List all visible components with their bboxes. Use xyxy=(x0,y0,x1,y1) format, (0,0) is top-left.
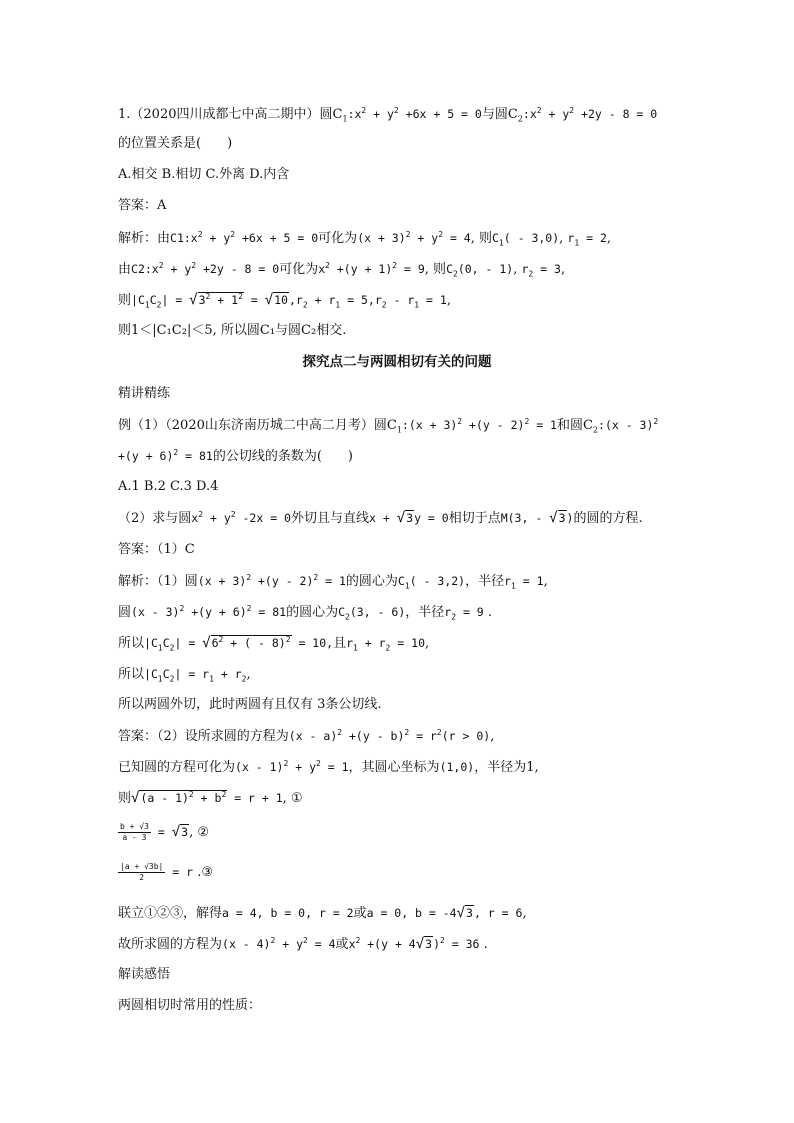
question-1-answer: 答案：A xyxy=(118,198,167,213)
example-part-2: （2）求与圆$x^2 + y^2$ -2x = 0外切且与直线x + √3y = 0相切于点M(3, - √3)的圆的方程. xyxy=(118,510,643,526)
analysis-2-line-5: 所以两圆外切，此时两圆有且仅有 3条公切线. xyxy=(118,697,382,712)
example-line-2: $+(y + 6)^2 = 81$的公切线的条数为( ) xyxy=(118,448,353,464)
answer-2-eq-2: $\frac{b + √3}{a - 3}$ = √3, ② xyxy=(120,822,209,842)
answer-2-line-1: 答案：（2）设所求圆的方程为$(x - a)^2 +(y - b)^2 = r^2(r > 0)$, xyxy=(118,728,495,744)
example-options: A.1 B.2 C.3 D.4 xyxy=(118,479,219,494)
analysis-line-2: 由$C2:x^2 + y^2 +2y - 8 = 0$可化为$x^2 +(y + 1)^2 = 9$, 则$C_2(0$, - 1), $r_2 = 3$, xyxy=(118,261,566,279)
answer-2-line-2: 已知圆的方程可化为$(x - 1)^2 + y^2 = 1$，其圆心坐标为(1,0)，半径为1, xyxy=(118,759,539,775)
answer-2-solve: 联立①②③，解得a = 4, b = 0, r = 2或a = 0, b = -4√3, r = 6, xyxy=(118,905,527,921)
answer-2-result: 故所求圆的方程为$(x - 4)^2 + y^2 = 4$或$x^2 +(y + 4√3)^2 = 36$ . xyxy=(118,936,488,952)
analysis-line-4: 则1＜|C₁C₂|＜5, 所以圆C₁与圆C₂相交. xyxy=(118,323,347,338)
analysis-line-1: 解析：由$C1:x^2 + y^2 +6x + 5 = 0$可化为$(x + 3)^2 + y^2 = 4$, 则$C_1( - 3,0)$, $r_1 = 2$, xyxy=(118,230,612,248)
analysis-2-line-4: 所以$|C_1C_2| = r_1 + r_2$, xyxy=(118,667,251,684)
analysis-2-line-3: 所以$|C_1C_2| = √6^2$ + ( - 8)$^2$ = 10,且$r_1 + r_2 = 10$, xyxy=(118,635,430,653)
question-1-options: A.相交 B.相切 C.外离 D.内含 xyxy=(118,167,290,182)
answer-2-eq-3: $\frac{|a + √3b|}{2}$ = r .③ xyxy=(120,862,213,882)
answer-1: 答案：（1）C xyxy=(118,542,195,557)
section-title: 探究点二与两圆相切有关的问题 xyxy=(302,354,492,370)
analysis-2-line-1: 解析：（1）圆$(x + 3)^2 +(y - 2)^2 = 1$的圆心为$C_1( - 3,2)$，半径$r_1 = 1$, xyxy=(118,573,548,591)
question-1-line-1: 1.（2020四川成都七中高二期中）圆$C_1:x^2 + y^2 +6x + 5 = 0$与圆$C_2:x^2 + y^2 +2y - 8 = 0$ xyxy=(118,106,658,124)
answer-2-eq-1: 则$√(a - 1)^2 + b^2 = r + 1$, ① xyxy=(118,790,303,806)
analysis-2-line-2: 圆$(x - 3)^2 +(y + 6)^2 = 81$的圆心为$C_2(3$, - 6)，半径$r_2 = 9$ . xyxy=(118,604,492,622)
jiedu-label: 解读感悟 xyxy=(118,967,171,982)
analysis-line-3: 则$|C_1C_2| = √3^2 + 1^2 = √10,r_2 + r_1 = 5,r_2 - r_1 = 1$, xyxy=(118,292,451,310)
example-line-1: 例（1）（2020山东济南历城二中高二月考）圆$C_1:(x + 3)^2 +(y - 2)^2 = 1$和圆$C_2:(x - 3)^2$ xyxy=(118,417,659,435)
jingjiang-label: 精讲精练 xyxy=(118,386,171,401)
question-1-line-2: 的位置关系是( ) xyxy=(118,136,233,151)
last-line: 两圆相切时常用的性质： xyxy=(118,998,262,1013)
